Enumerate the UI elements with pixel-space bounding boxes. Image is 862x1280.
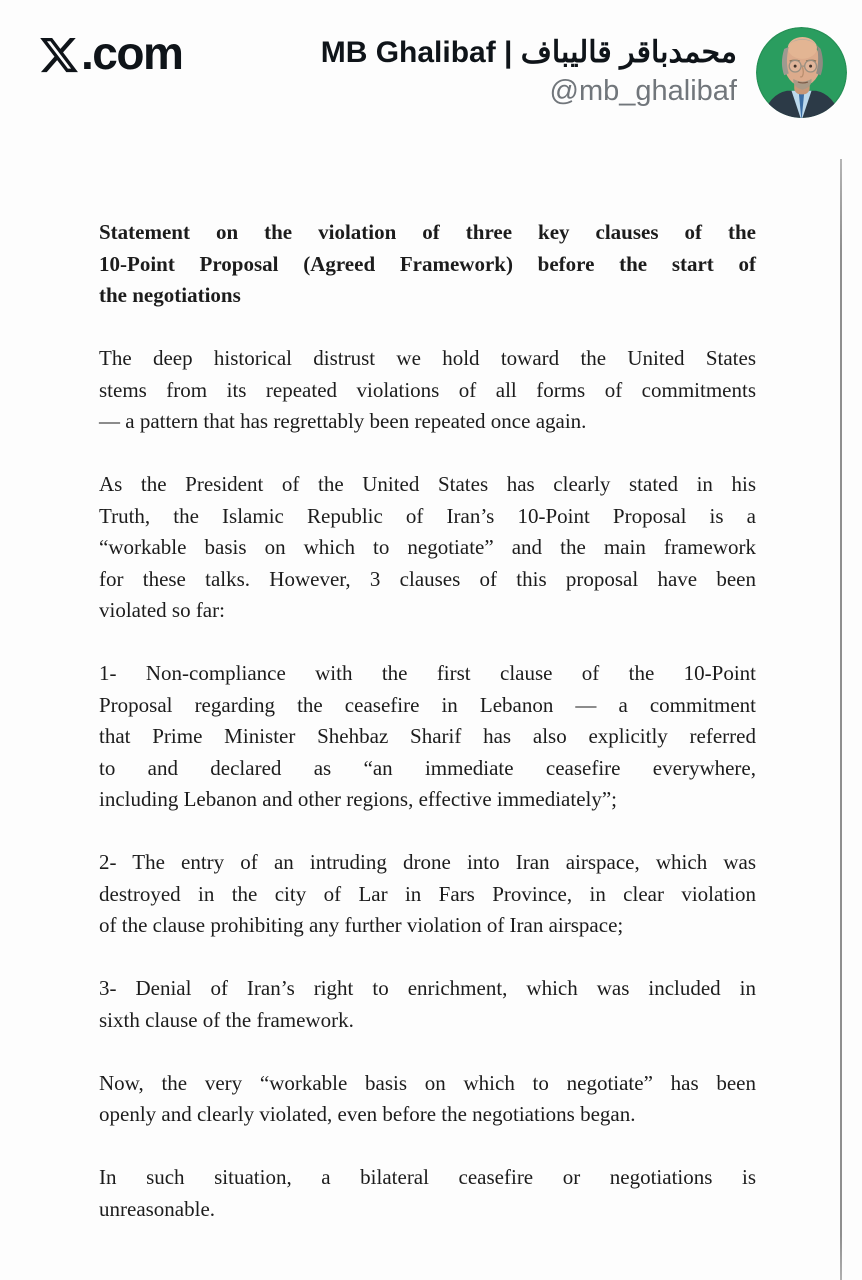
statement-text-line: openly and clearly violated, even before the negotiations began. [99,1102,636,1126]
statement-text-line: Truth, the Islamic Republic of Iran’s 10-Point Proposal is a [99,503,756,528]
statement-text-line: 1- Non-compliance with the first clause of the 10-Point [99,661,756,685]
statement-text-line: Proposal regarding the ceasefire in Lebanon — a commitment [99,692,756,717]
document-edge-line [840,159,842,1280]
statement-text-line: of the clause prohibiting any further violation of Iran airspace; [99,913,624,937]
statement-text-line: As the President of the United States has clearly stated in his [99,472,756,496]
statement-text-line: sixth clause of the framework. [99,1007,354,1032]
statement-paragraph [99,658,756,816]
statement-text-line: Now, the very “workable basis on which to negotiate” has been [99,1070,756,1095]
statement-paragraph [99,847,756,942]
statement-text-line: 3- Denial of Iran’s right to enrichment, which was included in [99,976,756,1000]
statement-text-line: — a pattern that has regrettably been repeated once again. [99,409,587,433]
statement-text-line: for these talks. However, 3 clauses of this proposal have been [99,566,756,591]
statement-text-line: In such situation, a bilateral ceasefire or negotiations is [99,1165,756,1189]
profile-handle: @mb_ghalibaf [549,75,737,107]
statement-text-line: Statement on the violation of three key clauses of the [99,220,756,244]
statement-text-line: 10-Point Proposal (Agreed Framework) before the start of [99,251,756,276]
x-logo-icon [38,34,80,76]
profile-display-name: محمدباقر قالیباف | MB Ghalibaf [320,36,737,69]
statement-paragraph [99,469,756,627]
statement-text-line: 2- The entry of an intruding drone into Iran airspace, which was [99,850,756,874]
statement-paragraph [99,973,756,1036]
site-label: .com [81,27,183,79]
statement-text-line: stems from its repeated violations of all forms of commitments [99,377,756,402]
statement-body [99,217,756,1257]
statement-text-line: unreasonable. [99,1196,216,1221]
statement-text-line: including Lebanon and other regions, effective immediately”; [99,787,618,811]
statement-paragraph [99,1068,756,1131]
statement-paragraph [99,1162,756,1225]
site-logo [38,27,183,79]
statement-text-line: destroyed in the city of Lar in Fars Province, in clear violation [99,881,756,906]
statement-paragraph [99,217,756,312]
avatar [756,27,847,118]
statement-text-line: violated so far: [99,598,225,622]
statement-text-line: that Prime Minister Shehbaz Sharif has also explicitly referred [99,724,756,748]
statement-paragraph [99,343,756,438]
statement-text-line: The deep historical distrust we hold toward the United States [99,346,756,370]
statement-text-line: “workable basis on which to negotiate” and the main framework [99,535,756,559]
avatar-image [756,27,847,118]
statement-text-line: the negotiations [99,283,241,307]
statement-text-line: to and declared as “an immediate ceasefire everywhere, [99,755,756,780]
profile-block [321,34,737,108]
